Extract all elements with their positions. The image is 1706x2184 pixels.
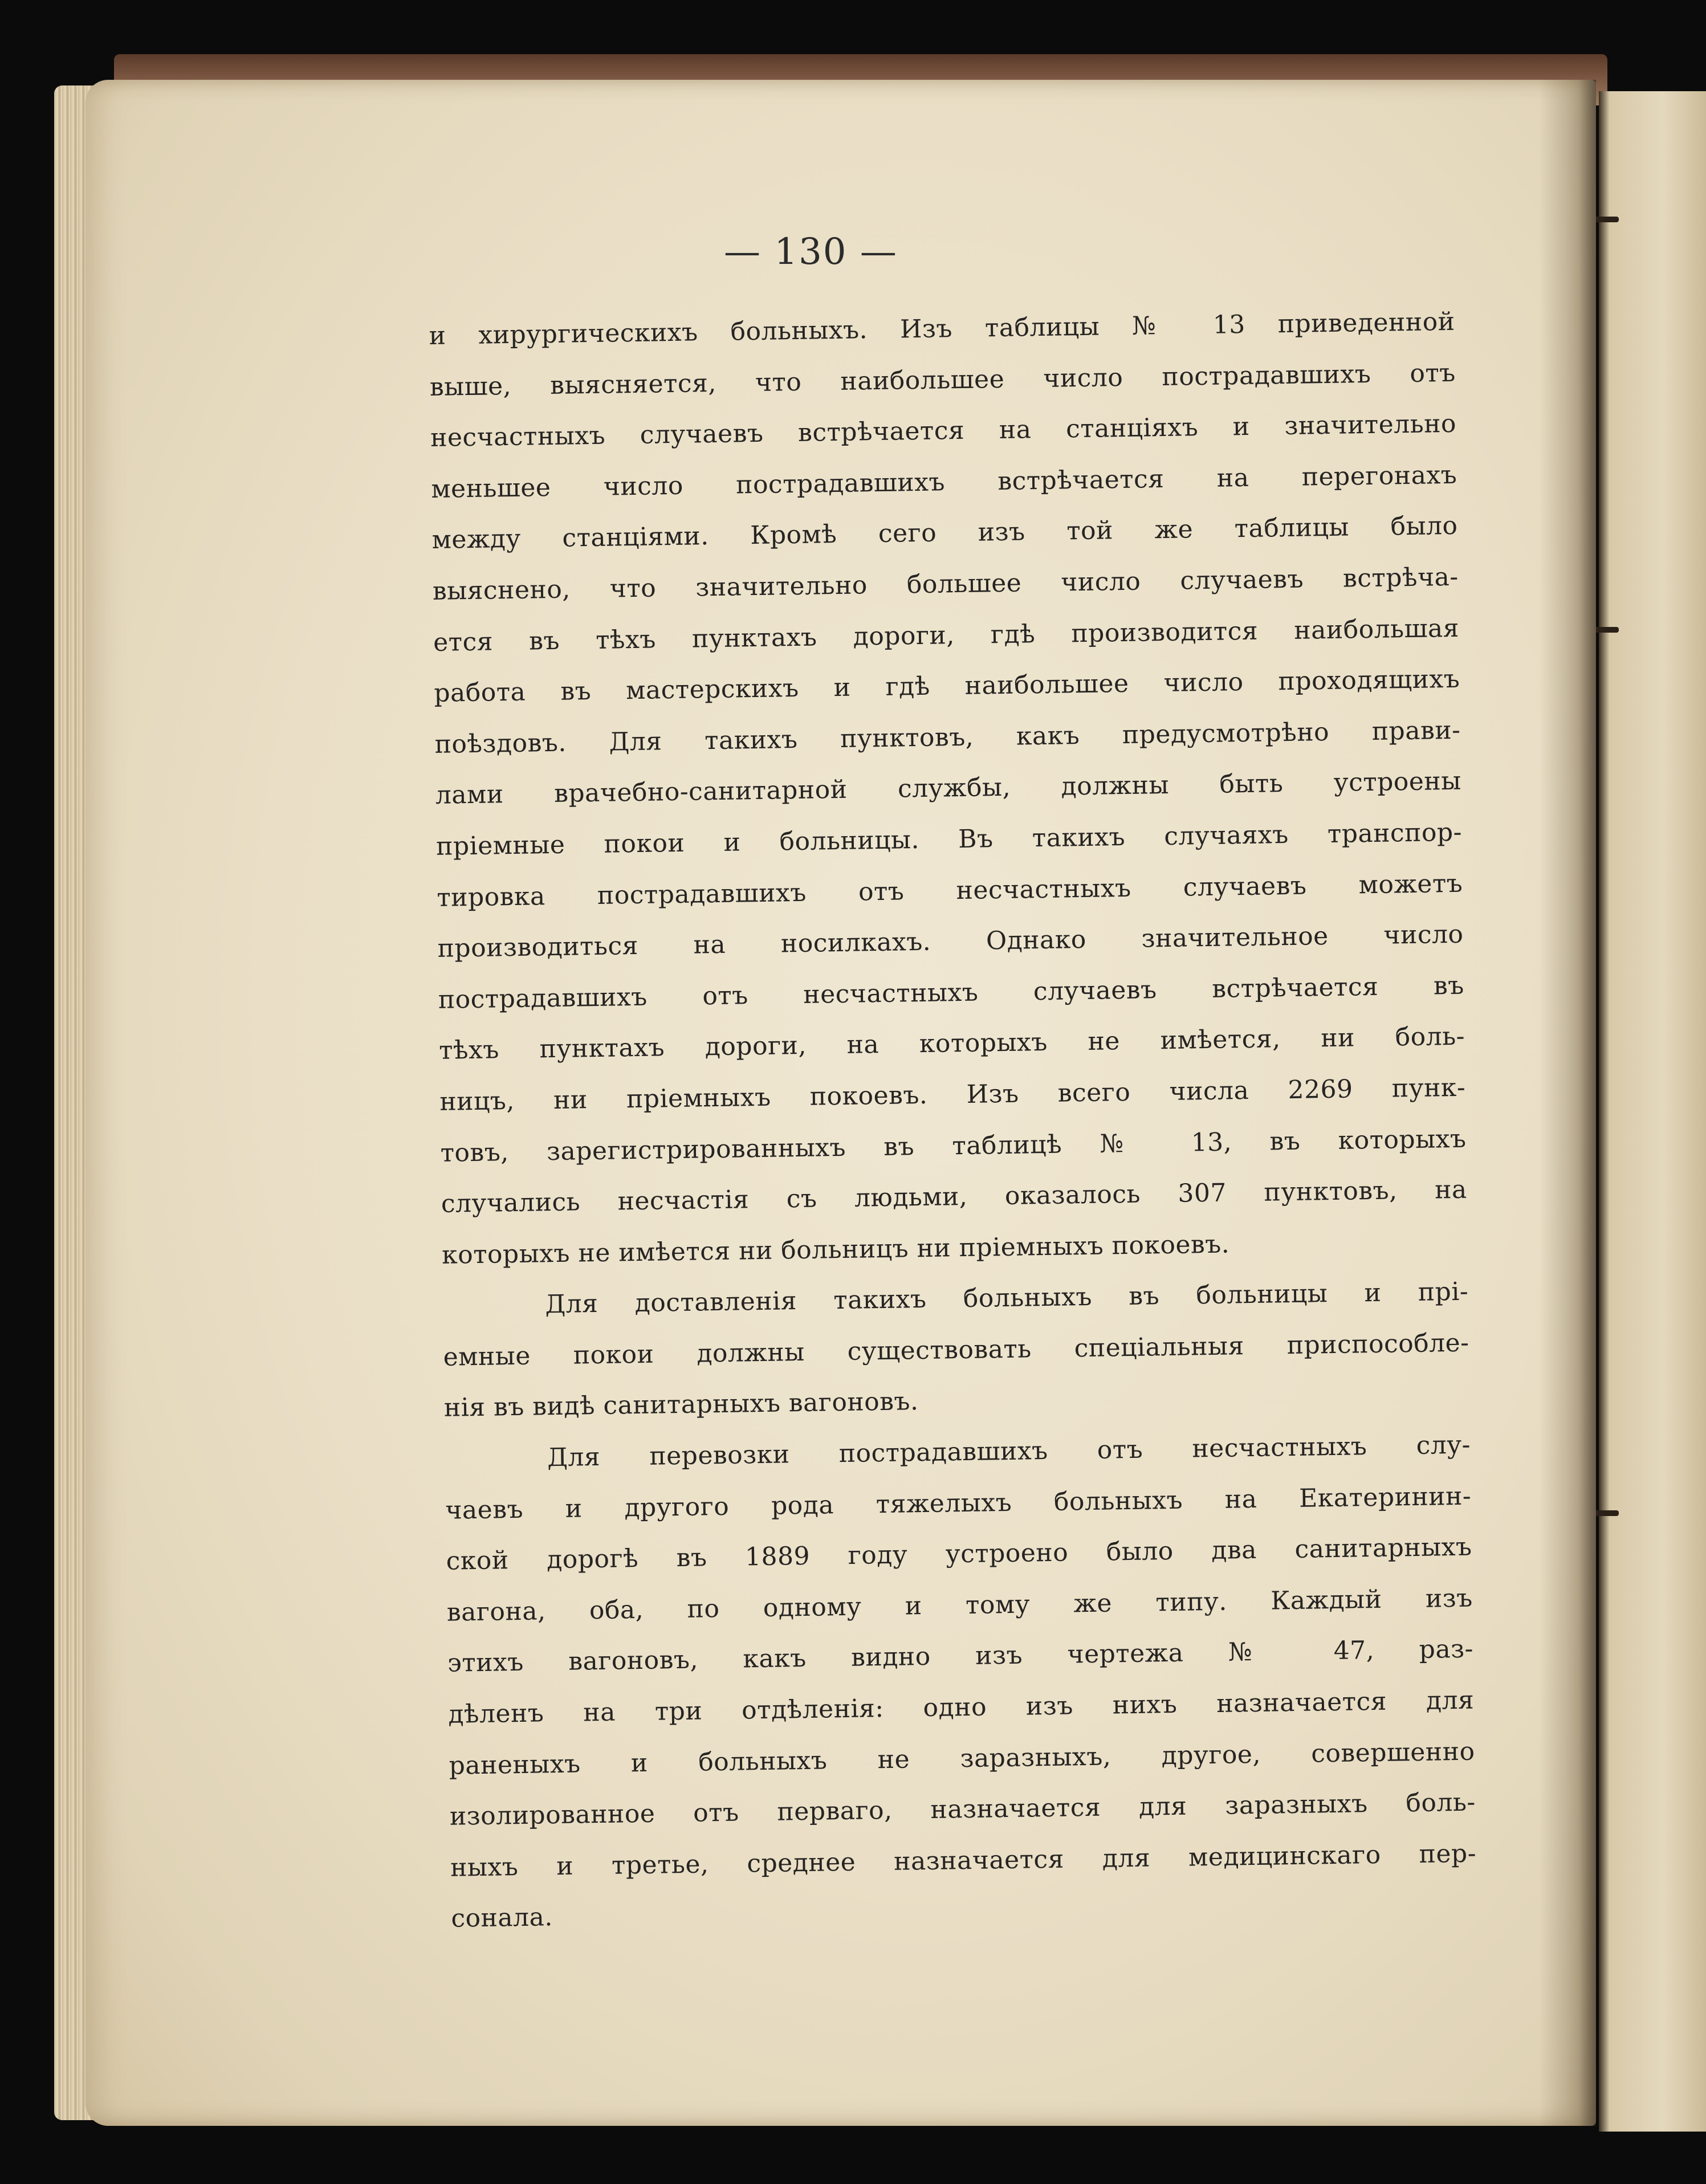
- text-line: несчастныхъ случаевъ встрѣчается на станціяхъ и значительно: [430, 409, 1457, 453]
- text-line: ныхъ и третье, среднее назначается для медицинскаго пер-: [450, 1839, 1477, 1883]
- text-line: дѣленъ на три отдѣленія: одно изъ нихъ назначается для: [448, 1685, 1475, 1729]
- text-line: ницъ, ни пріемныхъ покоевъ. Изъ всего числа 2269 пунк-: [439, 1073, 1466, 1117]
- text-line: раненыхъ и больныхъ не заразныхъ, другое, совершенно: [449, 1737, 1475, 1780]
- text-line: тѣхъ пунктахъ дороги, на которыхъ не имѣется, ни боль-: [438, 1022, 1465, 1066]
- text-line: изолированное отъ перваго, назначается для заразныхъ боль-: [449, 1787, 1476, 1831]
- page-gutter-shadow: [1539, 80, 1596, 2126]
- text-line: выяснено, что значительно большее число случаевъ встрѣча-: [432, 562, 1459, 606]
- text-line: Для доставленія такихъ больныхъ въ больницы и прі-: [545, 1277, 1469, 1319]
- facing-page-sliver: [1599, 91, 1706, 2132]
- text-line: емные покои должны существовать спеціальныя приспособле-: [443, 1328, 1469, 1372]
- text-line: между станціями. Кромѣ сего изъ той же таблицы было: [431, 511, 1458, 555]
- text-line: ется въ тѣхъ пунктахъ дороги, гдѣ производится наибольшая: [433, 613, 1460, 657]
- text-line: меньшее число пострадавшихъ встрѣчается на перегонахъ: [431, 460, 1457, 504]
- page-number: — 130 —: [724, 231, 898, 273]
- text-line: нія въ видѣ санитарныхъ вагоновъ.: [443, 1387, 919, 1423]
- text-line: тировка пострадавшихъ отъ несчастныхъ случаевъ можетъ: [437, 869, 1463, 912]
- text-line: лами врачебно-санитарной службы, должны быть устроены: [435, 767, 1462, 810]
- text-line: этихъ вагоновъ, какъ видно изъ чертежа № 47, раз-: [447, 1635, 1474, 1678]
- text-line: пріемные покои и больницы. Въ такихъ случаяхъ транспор-: [435, 817, 1463, 861]
- text-line: товъ, зарегистрированныхъ въ таблицѣ № 13, въ которыхъ: [440, 1124, 1467, 1168]
- text-line: поѣздовъ. Для такихъ пунктовъ, какъ предусмотрѣно прави-: [434, 715, 1461, 759]
- text-line: которыхъ не имѣется ни больницъ ни пріемныхъ покоевъ.: [441, 1229, 1230, 1270]
- text-line: чаевъ и другого рода тяжелыхъ больныхъ на Екатеринин-: [445, 1481, 1472, 1525]
- text-line: выше, выясняется, что наибольшее число пострадавшихъ отъ: [429, 358, 1456, 402]
- body-text: [429, 296, 1477, 1945]
- text-line: производиться на носилкахъ. Однако значительное число: [437, 919, 1464, 964]
- text-line: ской дорогѣ въ 1889 году устроено было два санитарныхъ: [446, 1532, 1472, 1576]
- text-line: случались несчастія съ людьми, оказалось 307 пунктовъ, на: [441, 1175, 1468, 1219]
- text-line: Для перевозки пострадавшихъ отъ несчастныхъ слу-: [547, 1430, 1471, 1473]
- text-line: пострадавшихъ отъ несчастныхъ случаевъ встрѣчается въ: [438, 971, 1465, 1014]
- text-line: сонала.: [451, 1902, 553, 1934]
- text-line: и хирургическихъ больныхъ. Изъ таблицы № 13 приведенной: [429, 307, 1455, 351]
- text-line: работа въ мастерскихъ и гдѣ наибольшее число проходящихъ: [434, 664, 1460, 708]
- text-line: вагона, оба, по одному и тому же типу. Каждый изъ: [446, 1583, 1473, 1627]
